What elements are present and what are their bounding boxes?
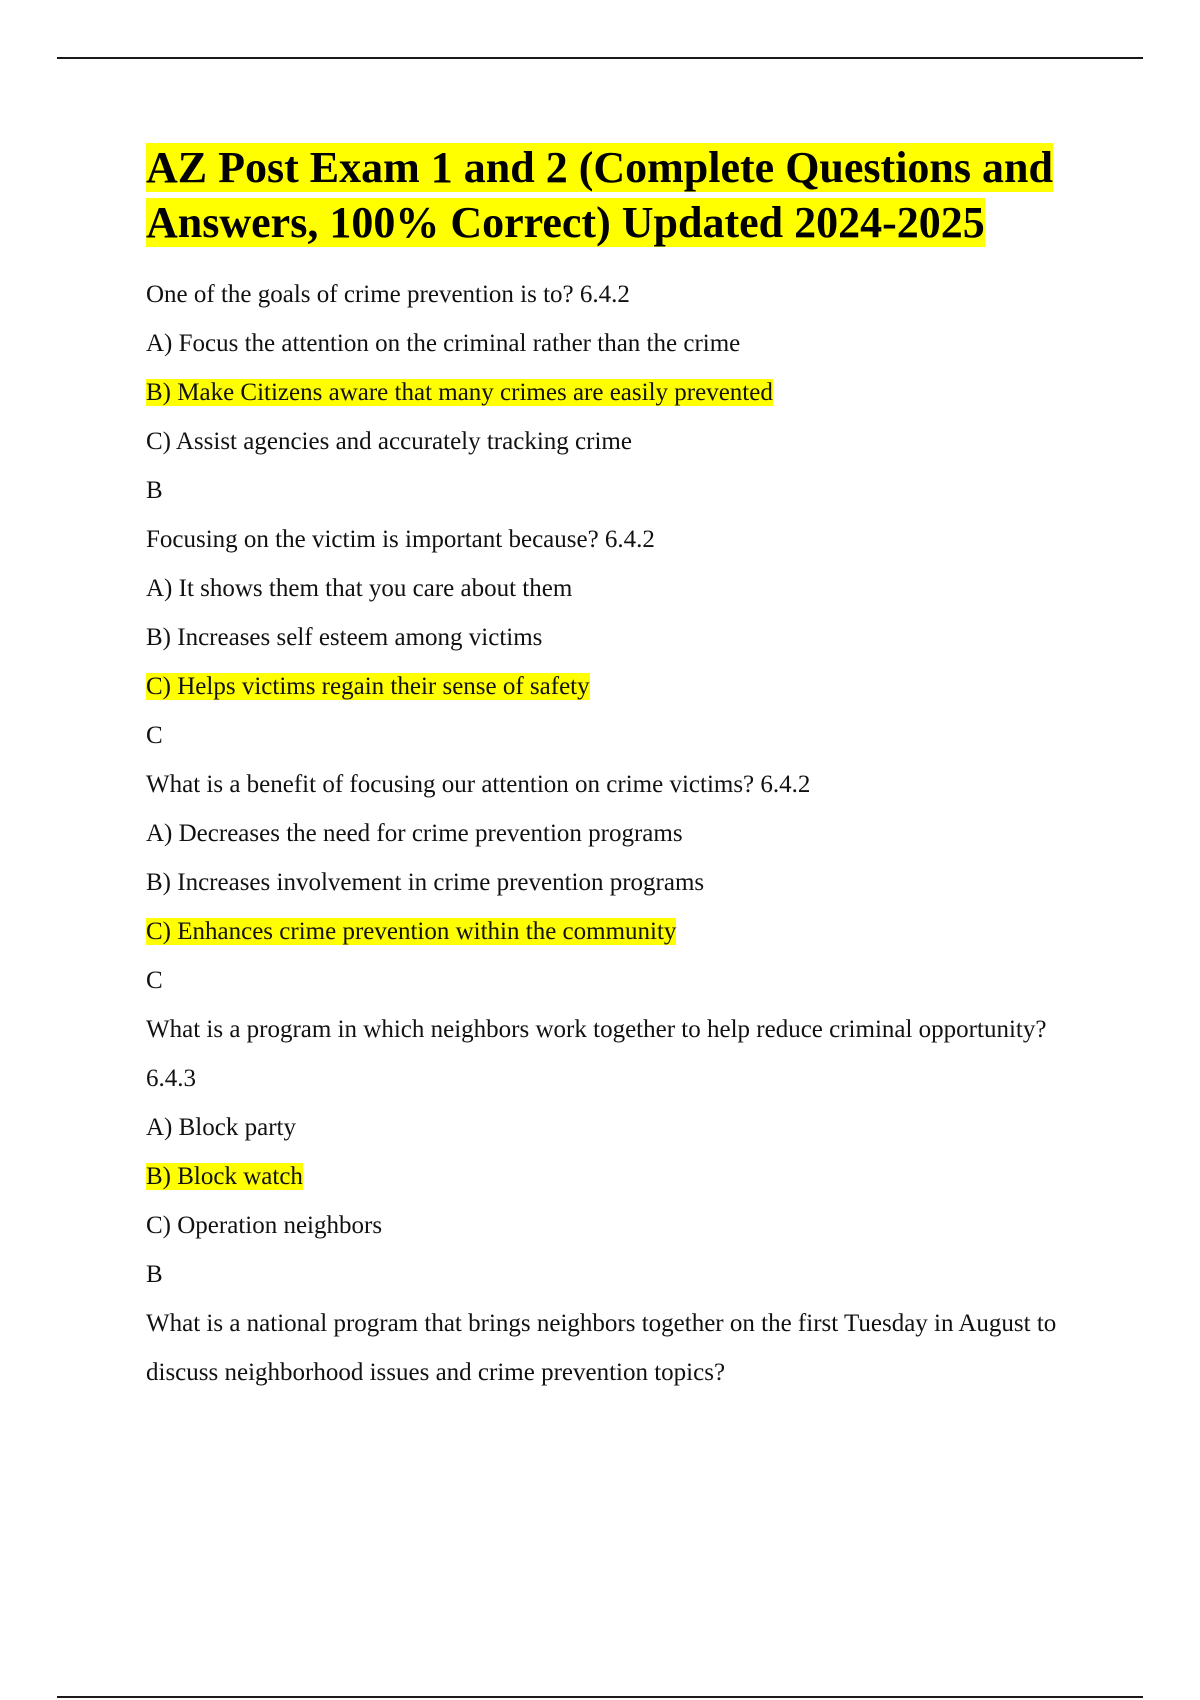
line-text: One of the goals of crime prevention is to? 6.4.2 [146, 281, 630, 308]
answer-option [146, 319, 1066, 368]
highlighted-correct-option: C) Enhances crime prevention within the community [146, 918, 677, 945]
answer-option [146, 858, 1066, 907]
question-list [146, 270, 1066, 1397]
question-text [146, 515, 1066, 564]
highlighted-correct-option: B) Make Citizens aware that many crimes are easily prevented [146, 379, 773, 406]
answer-option [146, 1201, 1066, 1250]
question-text [146, 270, 1066, 319]
line-text: C [146, 967, 163, 994]
answer-option [146, 613, 1066, 662]
highlighted-correct-option: B) Block watch [146, 1163, 303, 1190]
title-highlight: AZ Post Exam 1 and 2 (Complete Questions and Answers, 100% Correct) Updated 2024-2025 [146, 143, 1053, 247]
line-text: What is a program in which neighbors work together to help reduce criminal opportunity? 6.4.3 [146, 1016, 1047, 1092]
line-text: B [146, 1261, 163, 1288]
line-text: C [146, 722, 163, 749]
answer-option [146, 1152, 1066, 1201]
answer-option [146, 809, 1066, 858]
question-text [146, 1299, 1066, 1397]
line-text: What is a national program that brings neighbors together on the first Tuesday in August to discuss neighborhood issues and crime prevention topics? [146, 1310, 1057, 1386]
line-text: C) Assist agencies and accurately tracking crime [146, 428, 632, 455]
document-body [146, 140, 1066, 1397]
line-text: Focusing on the victim is important because? 6.4.2 [146, 526, 655, 553]
line-text: B [146, 477, 163, 504]
line-text: A) Decreases the need for crime prevention programs [146, 820, 683, 847]
answer-key [146, 466, 1066, 515]
top-rule [57, 57, 1143, 59]
line-text: C) Operation neighbors [146, 1212, 383, 1239]
answer-key [146, 956, 1066, 1005]
answer-option [146, 662, 1066, 711]
highlighted-correct-option: C) Helps victims regain their sense of safety [146, 673, 590, 700]
answer-option [146, 907, 1066, 956]
line-text: A) Focus the attention on the criminal rather than the crime [146, 330, 741, 357]
line-text: B) Increases self esteem among victims [146, 624, 543, 651]
line-text: A) It shows them that you care about them [146, 575, 573, 602]
answer-option [146, 417, 1066, 466]
answer-option [146, 368, 1066, 417]
question-text [146, 760, 1066, 809]
bottom-rule [57, 1696, 1143, 1698]
answer-key [146, 711, 1066, 760]
document-title [146, 140, 1066, 250]
line-text: A) Block party [146, 1114, 296, 1141]
answer-key [146, 1250, 1066, 1299]
line-text: What is a benefit of focusing our attention on crime victims? 6.4.2 [146, 771, 811, 798]
answer-option [146, 1103, 1066, 1152]
line-text: B) Increases involvement in crime prevention programs [146, 869, 705, 896]
question-text [146, 1005, 1066, 1103]
answer-option [146, 564, 1066, 613]
